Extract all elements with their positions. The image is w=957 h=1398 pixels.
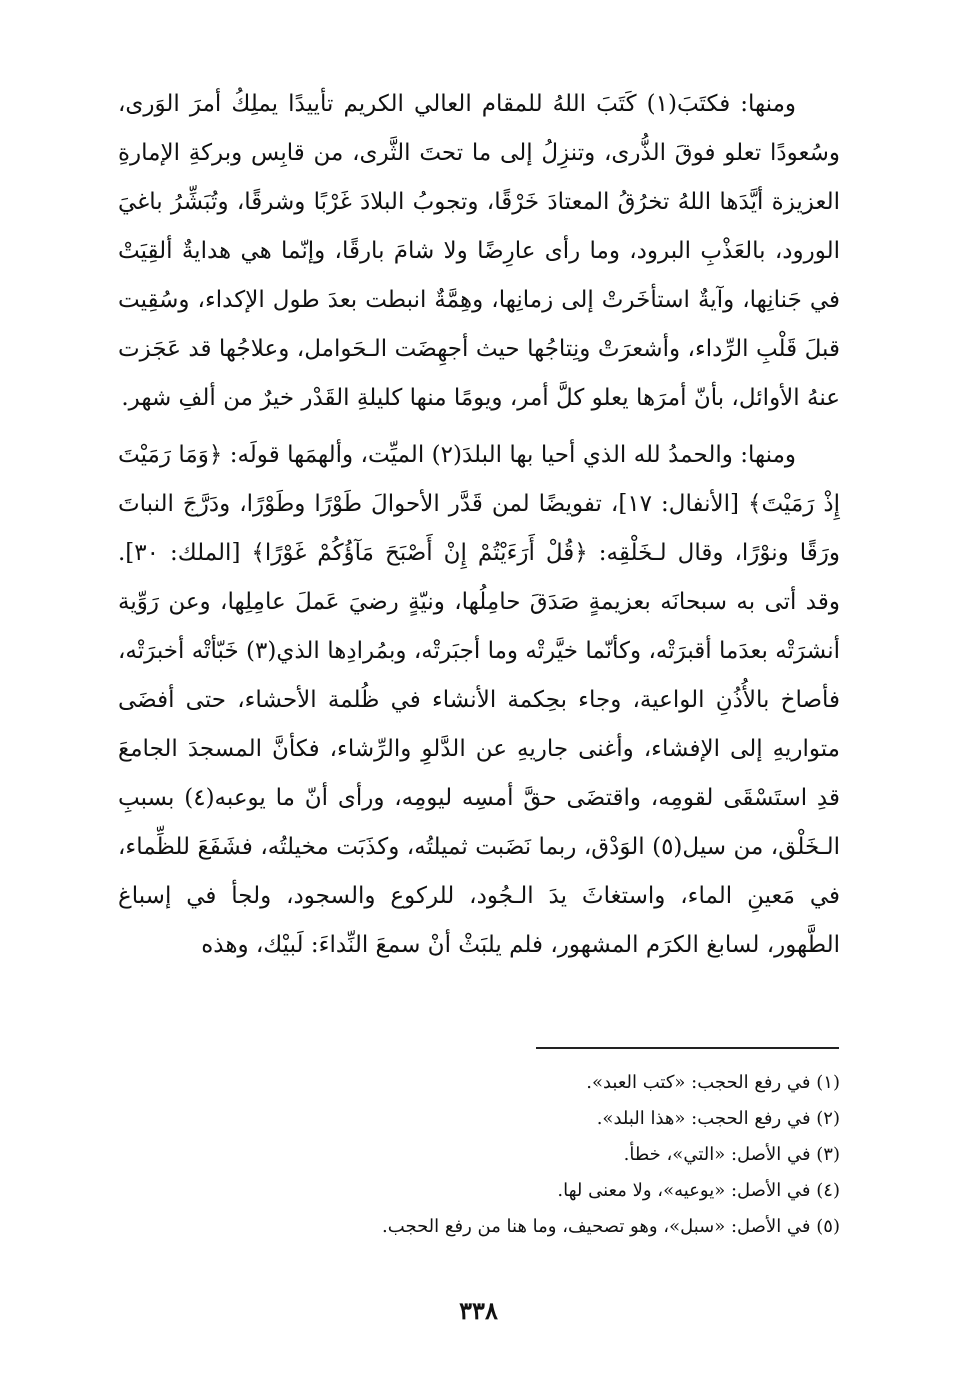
- footnotes: [118, 1065, 840, 1245]
- footnote-4: (٤) في الأصل: «يوعيه»، ولا معنى لها.: [557, 1180, 840, 1201]
- footnote-5: (٥) في الأصل: «سبل»، وهو تصحيف، وما هنا من رفع الحجب.: [382, 1216, 840, 1237]
- footnote-3: (٣) في الأصل: «التي»، خطأ.: [623, 1144, 840, 1165]
- footnote-1: (١) في رفع الحجب: «كتب العبد».: [586, 1072, 840, 1093]
- footnote-2: (٢) في رفع الحجب: «هذا البلد».: [596, 1108, 840, 1129]
- main-text: [118, 80, 840, 970]
- paragraph-2: ومنها: والحمدُ لله الذي أحيا بها البلدَ(٢) الميِّت، وألهمَها قولَه: ﴿وَمَا رَمَيْتَ إِذْ رَمَيْتَ﴾ [الأنفال: ١٧]، تفويضًا لمن قَدَّر الأحوالَ طَوْرًا وطَوْرًا، ودَرَّجَ النباتَ ورَقًا ونوْرًا، وقال لـخَلْقِه: ﴿قُلْ أَرَءَيْتُمْ إِنْ أَصْبَحَ مَآؤُكُمْ غَوْرًا﴾ [الملك: ٣٠]. وقد أتى به سبحانَه بعزيمةٍ صَدَقَ حامِلُها، ونيّةٍ رضيَ عَملَ عامِلِها، وعن رَوِّية أنشرَتْه بعدَما أقبرَتْه، وكأنّما خيَّرتْه وما أجبَرتْه، وبمُرادِها الذي(٣) خَبّأتْه أخبرَتْه، فأصاخ بالأُذُنِ الواعية، وجاء بحِكمة الأنشاء في ظُلمة الأحشاء، حتى أفضَى متواريهِ إلى الإفشاء، وأغنى جاريهِ عن الدَّلوِ والرِّشاء، فكأنَّ المسجدَ الجامعَ قدِ استَسْقَى لقومِه، واقتضَى حقَّ أمسِه ليومِه، ورأى أنّ ما يوعبه(٤) بسببِ الـخَلْق، من سيل(٥) الوَدْق، ربما نَضَبت ثميلتُه، وكذَبَت مخيلتُه، فشَفَعَ للظِّماء، في مَعينِ الماء، واستغاثَ يدَ الـجُود، للركوع والسجود، ولجأ في إسباغ الطَّهور، لسابغ الكرَم المشهور، فلم يلبَثْ أنْ سمعَ النِّداءَ: لَبيْك، وهذه: [118, 442, 841, 958]
- paragraph-1: ومنها: فكتَبَ(١) كَتَبَ اللهُ للمقام العالي الكريم تأييدًا يملِكُ أمرَ الوَرى، وسُعودًا تعلو فوقَ الذُّرى، وتنزِلُ إلى ما تحتَ الثَّرى، من قابِس وبركةِ الإمارةِ العزيزة أيَّدَها اللهُ تخرُقُ المعتادَ خَرْقًا، وتجوبُ البلادَ غَرْبًا وشرقًا، وتُبَشِّرُ باغيَ الورود، بالعَذْبِ البرود، وما رأى عارِضًا ولا شامَ بارقًا، وإنّما هي هدايةٌ ألقِيَتْ في جَنانِها، وآيةٌ استأخَرتْ إلى زمانِها، وهِمَّةٌ انبطت بعدَ طول الإكداء، وسُقِيت قبلَ قَلْبِ الرِّداء، وأشعرَتْ ونِتاجُها حيث أجهِضَت الـحَوامل، وعلاجُها قد عَجَزت عنهُ الأوائل، بأنّ أمرَها يعلو كلَّ أمر، ويومًا منها كليلةِ القَدْر خيرٌ من ألفِ شهر.: [118, 91, 840, 411]
- footnote-divider: [536, 1047, 839, 1049]
- page-number: ٣٣٨: [459, 1296, 498, 1325]
